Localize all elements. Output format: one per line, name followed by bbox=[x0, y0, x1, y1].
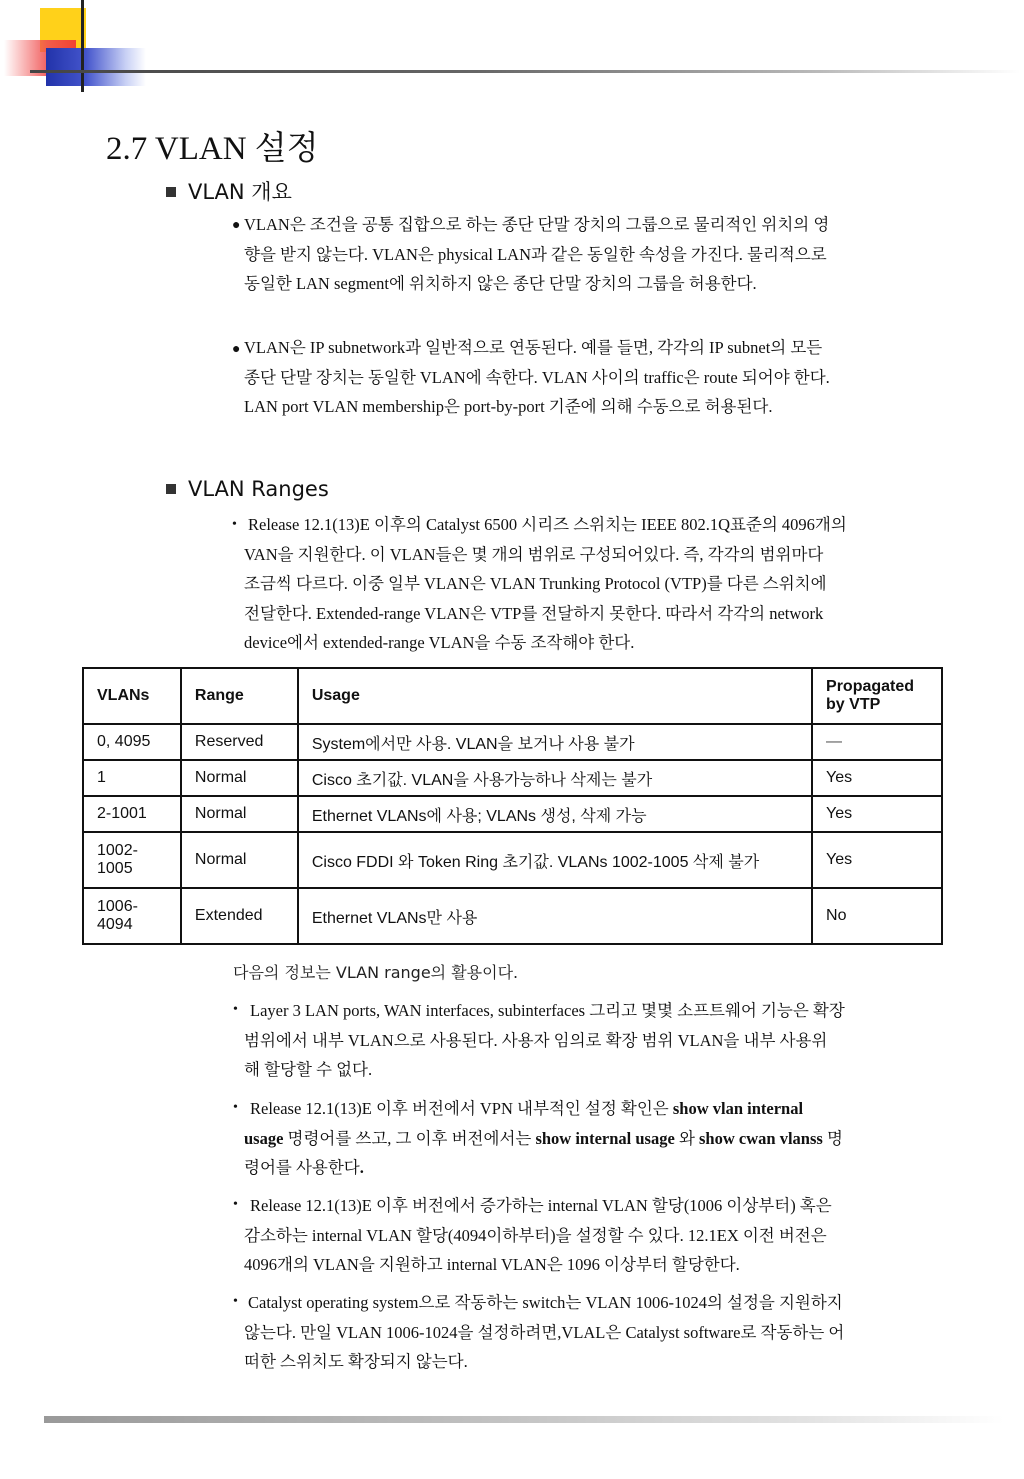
text-line: Layer 3 LAN ports, WAN interfaces, subinterfaces 그리고 몇몇 소프트웨어 기능은 확장 bbox=[250, 1001, 845, 1020]
text-line: 전달한다. Extended-range VLAN은 VTP를 전달하지 못한다. 따라서 각각의 network bbox=[244, 603, 824, 623]
paragraph bbox=[244, 210, 954, 299]
text-line: 종단 단말 장치는 동일한 VLAN에 속한다. VLAN 사이의 traffic은 route 되어야 한다. bbox=[244, 367, 830, 387]
paragraph bbox=[244, 996, 954, 1085]
table-cell: Yes bbox=[812, 832, 942, 888]
table-row bbox=[83, 888, 942, 944]
text-line: 범위에서 내부 VLAN으로 사용된다. 사용자 임의로 확장 범위 VLAN을 내부 사용위 bbox=[244, 1030, 828, 1050]
paragraph bbox=[244, 510, 954, 658]
header-text: Propagated bbox=[826, 678, 915, 695]
table-cell: Yes bbox=[812, 796, 942, 832]
text-line: 않는다. 만일 VLAN 1006-1024을 설정하려면,VLAL은 Catalyst software로 작동하는 어 bbox=[244, 1322, 845, 1342]
text-line: VLAN은 IP subnetwork과 일반적으로 연동된다. 예를 들면, 각각의 IP subnet의 모든 bbox=[244, 338, 823, 357]
bullet-dot-icon: • bbox=[232, 517, 237, 532]
text-span: 령어를 사용한다 bbox=[244, 1158, 360, 1177]
table-cell: Reserved bbox=[181, 724, 298, 760]
text-line: 해 할당할 수 없다. bbox=[244, 1060, 373, 1079]
table-row bbox=[83, 724, 942, 760]
table-cell: Extended bbox=[181, 888, 298, 944]
table-cell: Normal bbox=[181, 796, 298, 832]
table-cell: Cisco 초기값. VLAN을 사용가능하나 삭제는 불가 bbox=[298, 760, 812, 796]
table-cell: 2-1001 bbox=[83, 796, 181, 832]
cell-text: 1002- bbox=[97, 842, 138, 859]
table-cell: Normal bbox=[181, 760, 298, 796]
square-bullet-icon bbox=[166, 484, 176, 494]
text-line: device에서 extended-range VLAN을 수동 조작해야 한다. bbox=[244, 633, 635, 652]
paragraph bbox=[244, 1094, 954, 1183]
cell-text: 1006- bbox=[97, 898, 138, 915]
table-cell: — bbox=[812, 724, 942, 760]
text-line: LAN port VLAN membership은 port-by-port 기준에 의해 수동으로 허용된다. bbox=[244, 397, 773, 416]
cell-text: 1005 bbox=[97, 860, 133, 877]
text-line bbox=[244, 1094, 954, 1124]
table-cell: Cisco FDDI 와 Token Ring 초기값. VLANs 1002-1005 삭제 불가 bbox=[298, 832, 812, 888]
bullet-dot-icon: • bbox=[233, 1197, 238, 1212]
table-cell: Ethernet VLANs에 사용; VLANs 생성, 삭제 가능 bbox=[298, 796, 812, 832]
table-cell: Yes bbox=[812, 760, 942, 796]
command-text: show vlan internal bbox=[672, 1099, 804, 1118]
paragraph bbox=[244, 1288, 954, 1377]
column-header-range: Range bbox=[181, 668, 298, 724]
bullet-dot-icon: • bbox=[233, 1100, 238, 1115]
text-line: 향을 받지 않는다. VLAN은 physical LAN과 같은 동일한 속성을 가진다. 물리적으로 bbox=[244, 244, 827, 264]
header-rule bbox=[30, 70, 1020, 73]
text-line: VLAN은 조건을 공통 집합으로 하는 종단 단말 장치의 그룹으로 물리적인 위치의 영 bbox=[244, 215, 830, 234]
table-cell: No bbox=[812, 888, 942, 944]
text-line: 동일한 LAN segment에 위치하지 않은 종단 단말 장치의 그룹을 허용한다. bbox=[244, 274, 757, 293]
table-cell: Ethernet VLANs만 사용 bbox=[298, 888, 812, 944]
text-span: 명령어를 쓰고, 그 이후 버전에서는 bbox=[283, 1128, 536, 1148]
table-cell: System에서만 사용. VLAN을 보거나 사용 불가 bbox=[298, 724, 812, 760]
table-cell: 0, 4095 bbox=[83, 724, 181, 760]
text-line bbox=[244, 1153, 954, 1183]
text-line: Catalyst operating system으로 작동하는 switch는 VLAN 1006-1024의 설정을 지원하지 bbox=[248, 1293, 843, 1312]
header-decoration bbox=[0, 0, 180, 110]
table-row bbox=[83, 760, 942, 796]
command-text: usage bbox=[244, 1128, 284, 1148]
bullet-dot-icon: • bbox=[233, 1294, 238, 1309]
page-title: 2.7 VLAN 설정 bbox=[106, 131, 319, 167]
text-span: 와 bbox=[674, 1128, 700, 1148]
vertical-line-decoration bbox=[81, 0, 84, 92]
command-text: show internal usage bbox=[535, 1128, 675, 1148]
bullet-dot-icon: ● bbox=[232, 342, 241, 357]
square-bullet-icon bbox=[166, 187, 176, 197]
table-cell: Normal bbox=[181, 832, 298, 888]
section-heading-text: VLAN Ranges bbox=[188, 477, 329, 501]
table-header-row bbox=[83, 668, 942, 724]
column-header-vlans: VLANs bbox=[83, 668, 181, 724]
bullet-dot-icon: • bbox=[233, 1002, 238, 1017]
text-line: 감소하는 internal VLAN 할당(4094이하부터)을 설정할 수 있다. 12.1EX 이전 버전은 bbox=[244, 1225, 827, 1245]
cell-text: 4094 bbox=[97, 916, 133, 933]
section-heading-text: VLAN 개요 bbox=[188, 180, 292, 204]
section-heading-ranges bbox=[166, 477, 329, 501]
text-span: 명 bbox=[822, 1128, 843, 1148]
text-line: 떠한 스위치도 확장되지 않는다. bbox=[244, 1352, 468, 1371]
text-line: 조금씩 다르다. 이중 일부 VLAN은 VLAN Trunking Protocol (VTP)를 다른 스위치에 bbox=[244, 574, 827, 593]
section-heading-overview bbox=[166, 176, 292, 206]
table-row bbox=[83, 832, 942, 888]
text-line: 4096개의 VLAN을 지원하고 internal VLAN은 1096 이상부터 할당한다. bbox=[244, 1255, 740, 1274]
column-header-usage: Usage bbox=[298, 668, 812, 724]
text-line bbox=[244, 1124, 954, 1154]
text-span: . bbox=[359, 1158, 364, 1177]
text-span: Release 12.1(13)E 이후 버전에서 VPN 내부적인 설정 확인은 bbox=[250, 1099, 673, 1118]
bullet-dot-icon: ● bbox=[232, 218, 241, 233]
text-line: Release 12.1(13)E 이후의 Catalyst 6500 시리즈 스위치는 IEEE 802.1Q표준의 4096개의 bbox=[248, 515, 847, 534]
table-cell bbox=[83, 888, 181, 944]
column-header-vtp bbox=[812, 668, 942, 724]
paragraph bbox=[244, 1191, 954, 1280]
range-usage-note: 다음의 정보는 VLAN range의 활용이다. bbox=[233, 963, 519, 982]
paragraph bbox=[244, 333, 954, 422]
footer-rule bbox=[44, 1416, 1004, 1423]
table-cell: 1 bbox=[83, 760, 181, 796]
command-text: show cwan vlanss bbox=[699, 1128, 823, 1148]
text-line: Release 12.1(13)E 이후 버전에서 증가하는 internal VLAN 할당(1006 이상부터) 혹은 bbox=[250, 1196, 832, 1215]
table-cell bbox=[83, 832, 181, 888]
blue-bar-decoration bbox=[46, 48, 146, 86]
table-row bbox=[83, 796, 942, 832]
vlan-ranges-table bbox=[82, 667, 943, 945]
text-line: VAN을 지원한다. 이 VLAN들은 몇 개의 범위로 구성되어있다. 즉, 각각의 범위마다 bbox=[244, 544, 824, 564]
header-text: by VTP bbox=[826, 696, 881, 713]
